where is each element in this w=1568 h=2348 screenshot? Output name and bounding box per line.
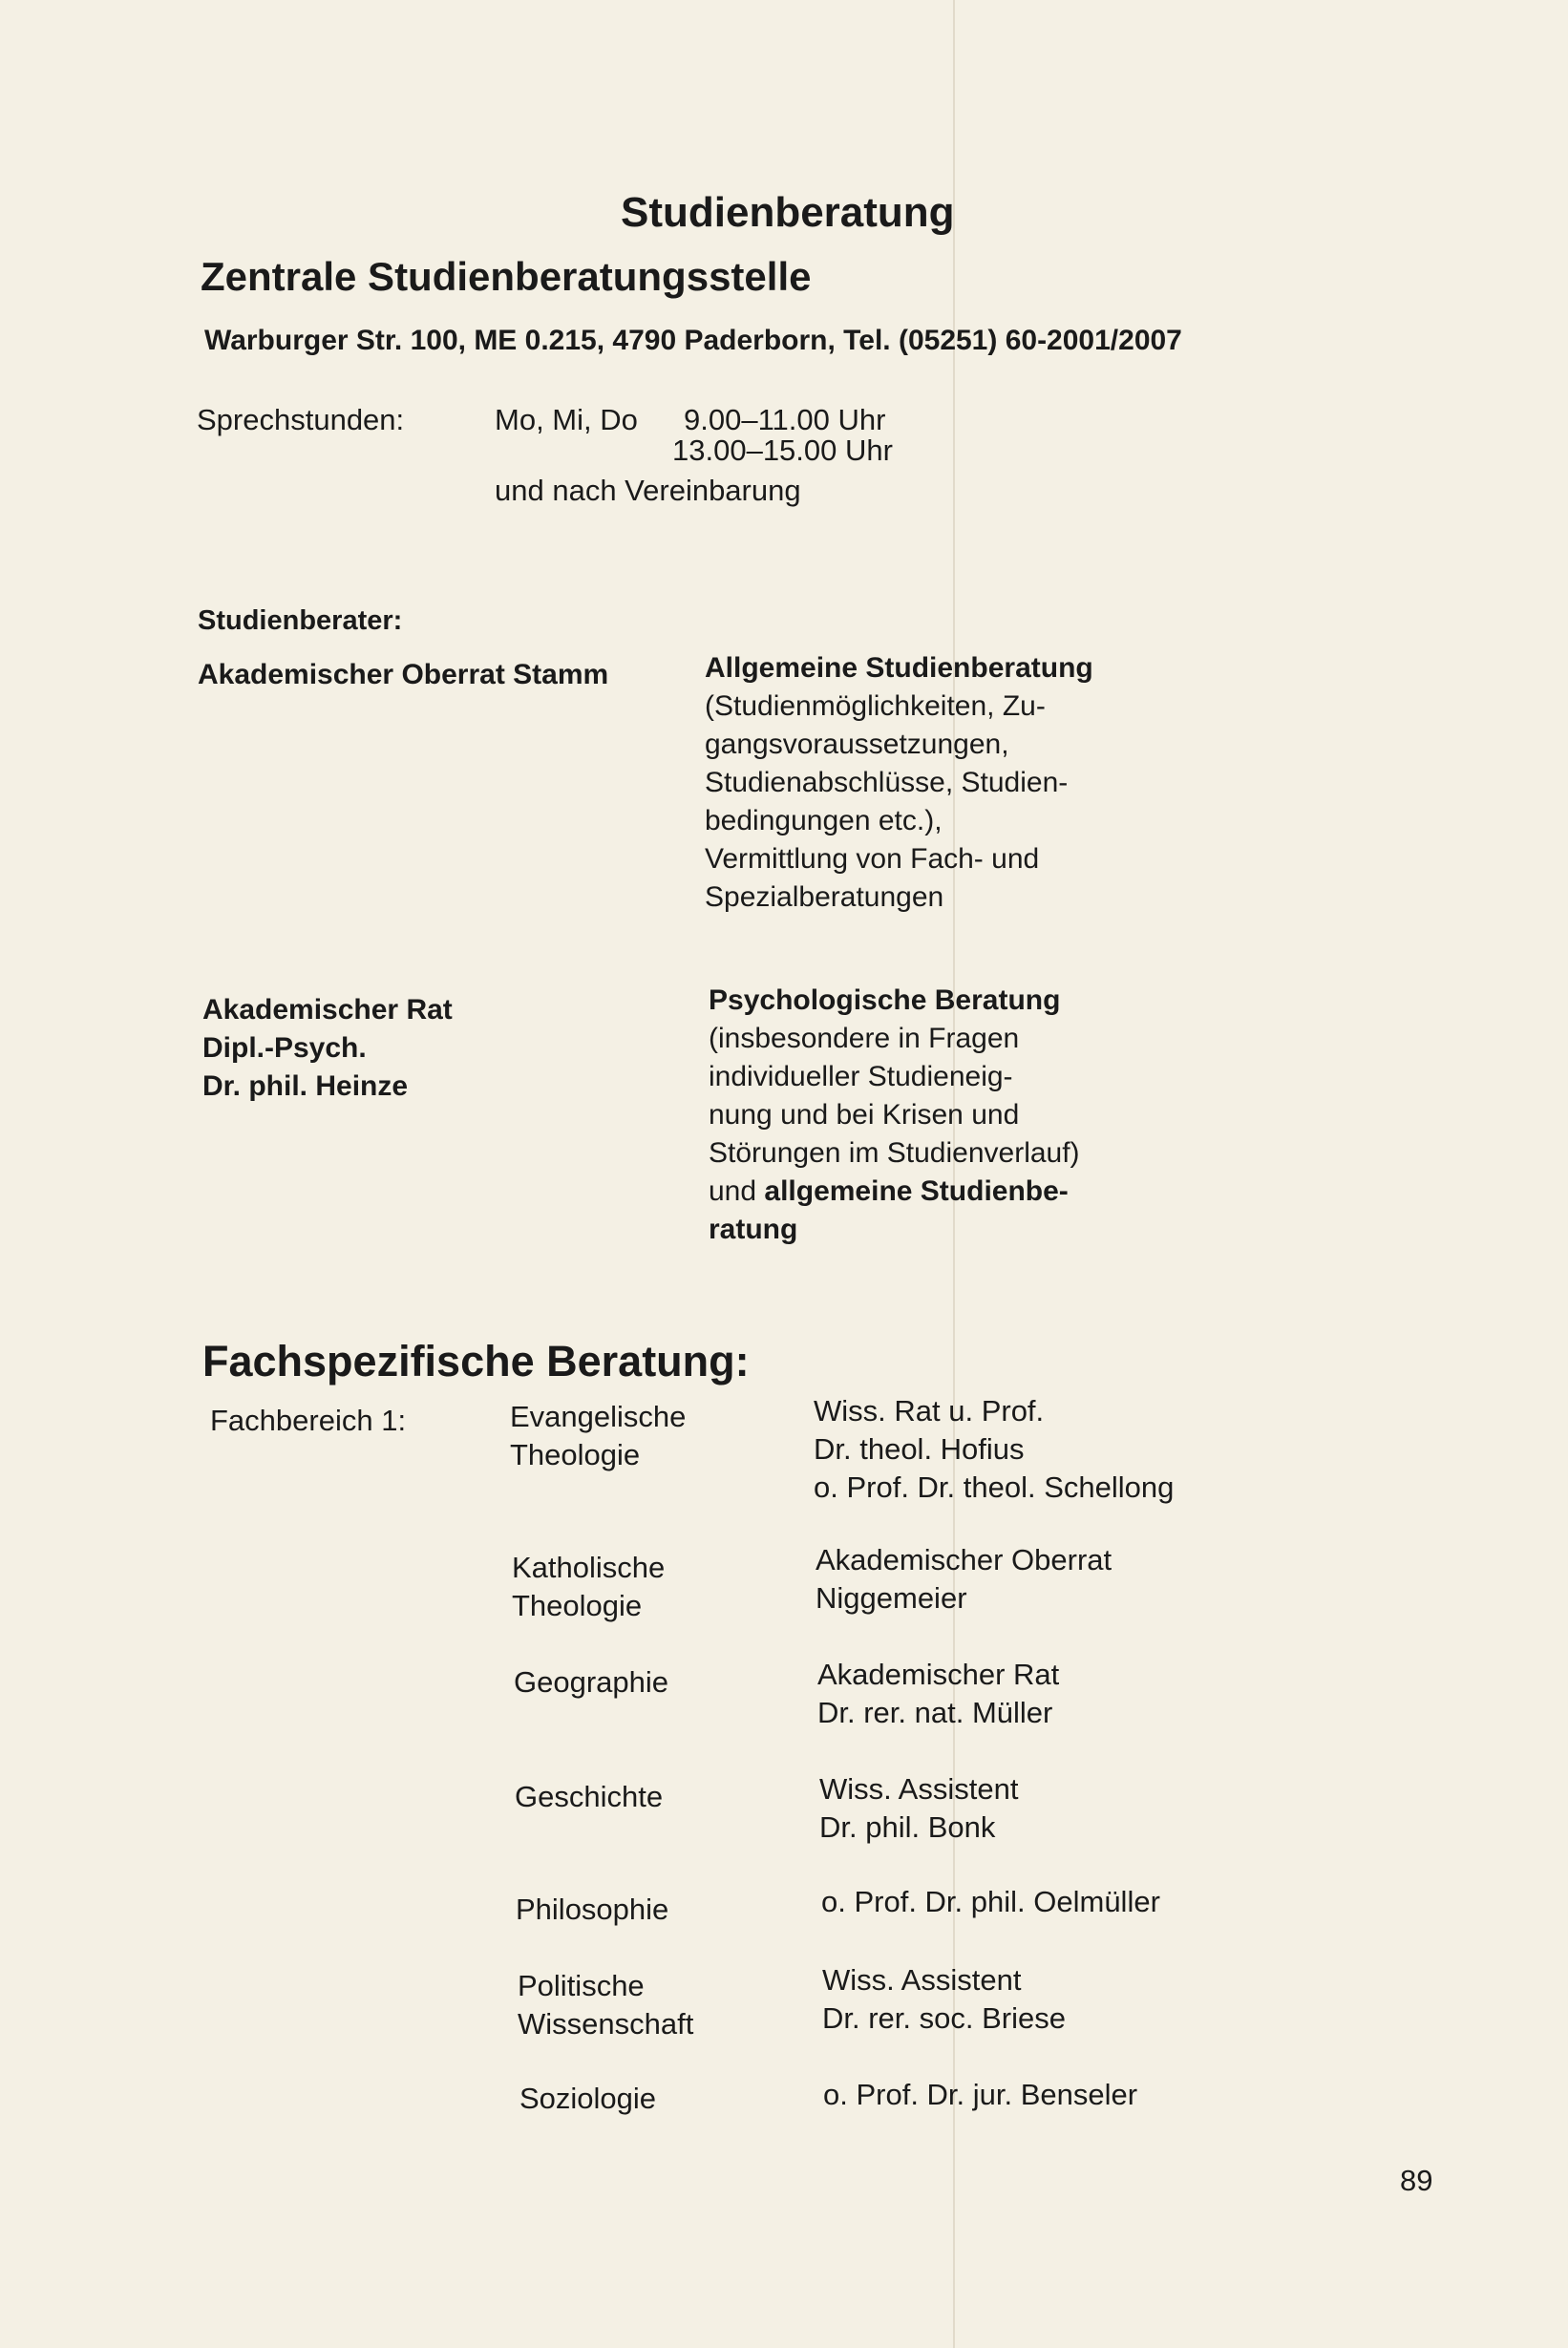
advisor-topic: Psychologische Beratung: [709, 984, 1061, 1016]
person-line: o. Prof. Dr. jur. Benseler: [823, 2078, 1138, 2111]
advisor-name-line: Dipl.-Psych.: [202, 1032, 367, 1064]
subject-line: Politische: [518, 1969, 645, 2002]
subject-line: Wissenschaft: [518, 2007, 694, 2041]
subject-line: Geschichte: [515, 1780, 664, 1813]
subject: [518, 1967, 693, 2043]
advisor-topic-block: [705, 649, 1093, 917]
advisor-name-line: Akademischer Rat: [202, 994, 453, 1026]
advisor-detail-line: Störungen im Studienverlauf): [709, 1137, 1080, 1169]
office-hours-label: Sprechstunden:: [197, 403, 405, 436]
person-line: Niggemeier: [816, 1581, 967, 1615]
page-subtitle: Zentrale Studienberatungsstelle: [201, 254, 812, 299]
advisor-name-line: Dr. phil. Heinze: [202, 1070, 409, 1102]
person-line: Dr. rer. nat. Müller: [817, 1696, 1053, 1729]
address-line: Warburger Str. 100, ME 0.215, 4790 Paderborn, Tel. (05251) 60-2001/2007: [204, 325, 1182, 356]
subject: [514, 1663, 668, 1702]
advisor-persons: [823, 2076, 1137, 2114]
page-title: Studienberatung: [621, 189, 955, 236]
advisor-persons: [817, 1656, 1059, 1732]
advisor-detail-line: individueller Studieneig-: [709, 1061, 1013, 1092]
advisor-detail-line: Studienabschlüsse, Studien-: [705, 767, 1069, 798]
person-line: Wiss. Rat u. Prof.: [814, 1394, 1045, 1428]
detail-bold: allgemeine Studienbe-: [764, 1175, 1069, 1207]
department-label: Fachbereich 1:: [210, 1404, 407, 1437]
advisor-detail-line: gangsvoraussetzungen,: [705, 729, 1009, 760]
subject-line: Katholische: [512, 1551, 666, 1584]
person-line: Akademischer Rat: [817, 1658, 1060, 1691]
advisor-name: Akademischer Oberrat Stamm: [198, 659, 609, 690]
advisor-name-block: [202, 991, 453, 1106]
advisor-detail-line: ratung: [709, 1214, 798, 1245]
person-line: Dr. phil. Bonk: [819, 1810, 996, 1844]
advisor-persons: [821, 1883, 1160, 1921]
subject: [515, 1778, 663, 1816]
advisor-detail-line: (Studienmöglichkeiten, Zu-: [705, 690, 1046, 722]
office-hours-days: Mo, Mi, Do: [495, 403, 638, 436]
advisor-topic-block: [709, 982, 1080, 1249]
subject-line: Soziologie: [519, 2082, 657, 2115]
advisor-detail-line: [709, 1173, 1080, 1211]
section-heading: Fachspezifische Beratung:: [202, 1337, 750, 1386]
person-line: Akademischer Oberrat: [816, 1543, 1112, 1576]
office-hours-time2: 13.00–15.00 Uhr: [672, 434, 893, 467]
advisor-persons: [814, 1392, 1174, 1507]
subject-line: Geographie: [514, 1665, 669, 1699]
person-line: Wiss. Assistent: [822, 1963, 1022, 1997]
subject: [516, 1891, 668, 1929]
page-number: 89: [1400, 2164, 1433, 2197]
person-line: o. Prof. Dr. phil. Oelmüller: [821, 1885, 1160, 1918]
advisor-persons: [822, 1961, 1066, 2038]
advisor-detail-line: Spezialberatungen: [705, 881, 944, 913]
office-hours-time1: 9.00–11.00 Uhr: [684, 403, 886, 436]
person-line: Dr. rer. soc. Briese: [822, 2001, 1066, 2035]
subject: [519, 2080, 656, 2118]
advisor-persons: [816, 1541, 1112, 1618]
person-line: Dr. theol. Hofius: [814, 1432, 1025, 1466]
subject-line: Philosophie: [516, 1893, 669, 1926]
advisor-detail-line: nung und bei Krisen und: [709, 1099, 1020, 1131]
advisor-detail-line: (insbesondere in Fragen: [709, 1023, 1020, 1054]
person-line: o. Prof. Dr. theol. Schellong: [814, 1470, 1175, 1504]
advisor-detail-line: Vermittlung von Fach- und: [705, 843, 1040, 875]
subject-line: Evangelische: [510, 1400, 687, 1433]
subject-line: Theologie: [512, 1589, 643, 1622]
advisor-persons: [819, 1770, 1018, 1847]
person-line: Wiss. Assistent: [819, 1772, 1019, 1806]
detail-prefix: und: [709, 1175, 765, 1207]
advisor-detail-line: bedingungen etc.),: [705, 805, 943, 836]
subject: [512, 1549, 665, 1625]
subject-line: Theologie: [510, 1438, 641, 1471]
subject: [510, 1398, 686, 1474]
office-hours-extra: und nach Vereinbarung: [495, 474, 801, 507]
advisors-heading: Studienberater:: [198, 605, 403, 636]
advisor-topic: Allgemeine Studienberatung: [705, 652, 1093, 684]
